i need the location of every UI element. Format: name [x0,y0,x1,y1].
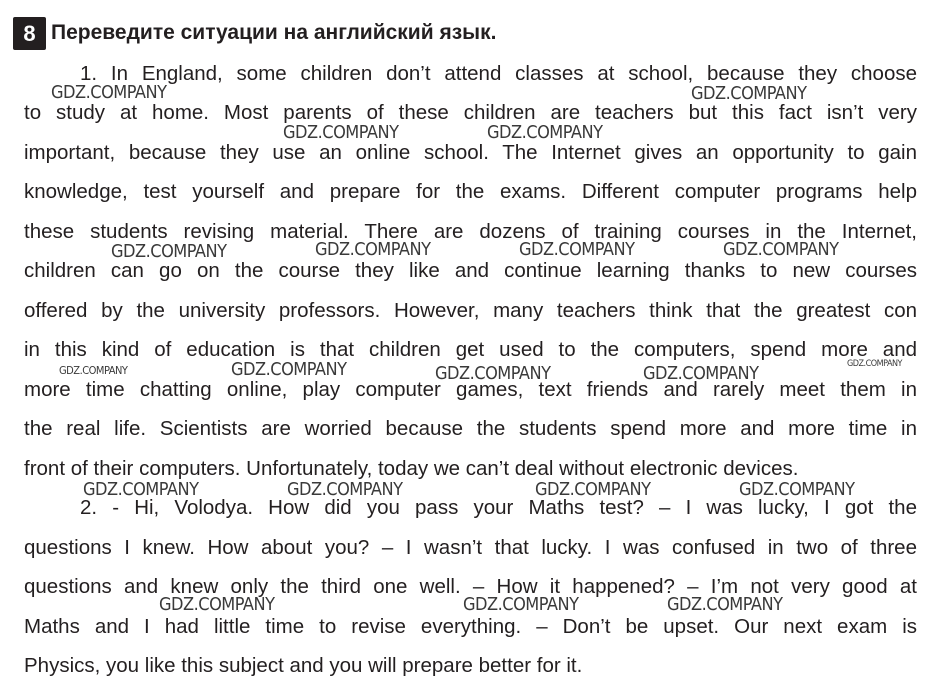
text-line: important, because they use an online school. The Internet gives an opportunity to gain [24,141,917,164]
watermark: GDZ.COMPANY [535,479,651,500]
text-line: the real life. Scientists are worried because the students spend more and more time in [24,417,917,440]
watermark: GDZ.COMPANY [435,363,551,384]
text-line: 1. In England, some children don’t attend classes at school, because they choose [80,62,917,85]
text-line: these students revising material. There are dozens of training courses in the Internet, [24,220,917,243]
exercise-number-badge: 8 [13,17,46,50]
text-line: offered by the university professors. However, many teachers think that the greatest con [24,299,917,322]
watermark: GDZ.COMPANY [691,83,807,104]
text-line: children can go on the course they like and continue learning thanks to new courses [24,259,917,282]
watermark: GDZ.COMPANY [643,363,759,384]
watermark: GDZ.COMPANY [159,594,275,615]
watermark: GDZ.COMPANY [519,239,635,260]
watermark: GDZ.COMPANY [739,479,855,500]
text-line: Maths and I had little time to revise everything. – Don’t be upset. Our next exam is [24,615,917,638]
text-line: to study at home. Most parents of these children are teachers but this fact isn’t very [24,101,917,124]
watermark: GDZ.COMPANY [487,122,603,143]
text-line: knowledge, test yourself and prepare for the exams. Different computer programs help [24,180,917,203]
watermark: GDZ.COMPANY [283,122,399,143]
text-line: more time chatting online, play computer games, text friends and rarely meet them in [24,378,917,401]
watermark: GDZ.COMPANY [231,359,347,380]
text-line: questions I knew. How about you? – I wasn’t that lucky. I was confused in two of three [24,536,917,559]
watermark: GDZ.COMPANY [287,479,403,500]
text-line: front of their computers. Unfortunately, today we can’t deal without electronic devices. [24,457,799,480]
text-line: 2. - Hi, Volodya. How did you pass your Maths test? – I was lucky, I got the [80,496,917,519]
watermark: GDZ.COMPANY [463,594,579,615]
watermark: GDZ.COMPANY [315,239,431,260]
watermark: GDZ.COMPANY [51,82,167,103]
watermark: GDZ.COMPANY [111,241,227,262]
watermark: GDZ.COMPANY [723,239,839,260]
text-line: Physics, you like this subject and you will prepare better for it. [24,654,583,677]
watermark: GDZ.COMPANY [59,364,128,377]
watermark: GDZ.COMPANY [847,359,902,369]
watermark: GDZ.COMPANY [667,594,783,615]
exercise-instruction: Переведите ситуации на английский язык. [51,21,497,44]
watermark: GDZ.COMPANY [83,479,199,500]
text-line: in this kind of education is that children get used to the computers, spend more and [24,338,917,361]
text-line: questions and knew only the third one well. – How it happened? – I’m not very good at [24,575,917,598]
